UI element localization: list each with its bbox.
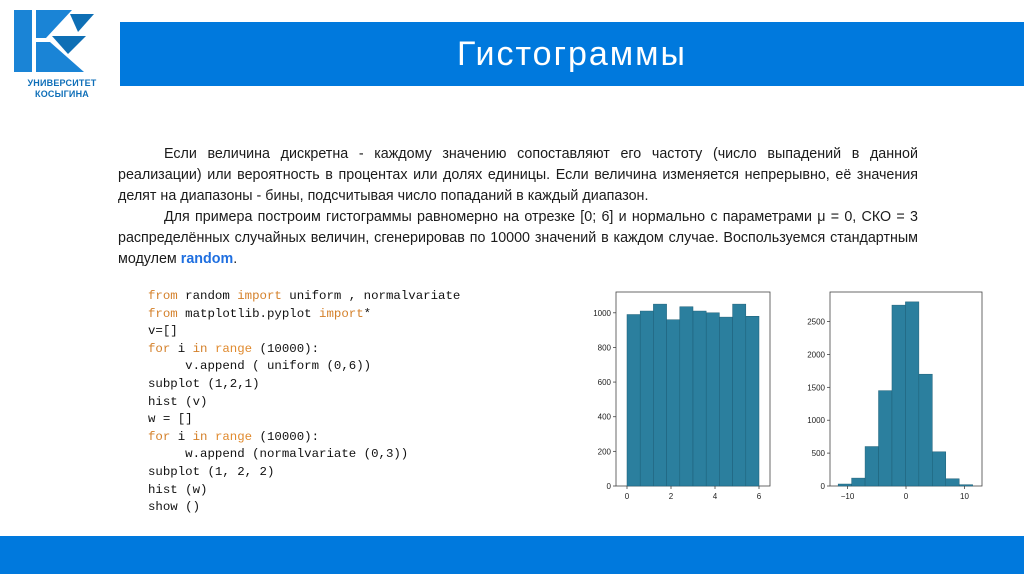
code-token: random bbox=[177, 289, 238, 303]
slide-footer bbox=[0, 536, 1024, 574]
code-token: for bbox=[148, 341, 171, 356]
code-token: from bbox=[148, 306, 178, 321]
code-line bbox=[148, 429, 528, 447]
histogram-bar bbox=[865, 447, 878, 486]
y-axis-tick-label: 0 bbox=[606, 482, 611, 491]
histogram-bar bbox=[693, 311, 706, 486]
x-axis-tick-label: 0 bbox=[624, 492, 630, 501]
slide-header bbox=[120, 22, 1024, 86]
paragraph-2-period: . bbox=[233, 251, 238, 267]
code-token: in bbox=[192, 341, 208, 356]
code-token: v=[] bbox=[148, 324, 178, 339]
y-axis-tick-label: 0 bbox=[820, 482, 825, 491]
histogram-svg bbox=[790, 282, 988, 512]
code-token: subplot (1, 2, 2) bbox=[148, 464, 275, 479]
code-line bbox=[148, 482, 528, 500]
code-line bbox=[148, 499, 528, 517]
code-line bbox=[148, 394, 528, 412]
code-line bbox=[148, 341, 528, 359]
random-module-link: random bbox=[180, 251, 234, 267]
y-axis-tick-label: 500 bbox=[811, 449, 825, 459]
histogram-bar bbox=[719, 317, 732, 486]
histogram-bar bbox=[627, 315, 640, 486]
page-title: Гистограммы bbox=[456, 35, 687, 73]
paragraph-2 bbox=[118, 207, 918, 270]
code-token: i bbox=[170, 429, 193, 444]
histogram-bar bbox=[706, 313, 719, 486]
histogram-bar bbox=[680, 307, 693, 486]
charts-container bbox=[576, 282, 996, 512]
code-token: import bbox=[319, 306, 364, 321]
logo-line-2: КОСЫГИНА bbox=[35, 89, 89, 99]
x-axis-tick-label: 6 bbox=[756, 492, 762, 501]
code-token: subplot (1,2,1) bbox=[148, 376, 260, 391]
code-line bbox=[148, 358, 528, 376]
code-token: import bbox=[237, 289, 282, 303]
paragraph-1: Если величина дискретна - каждому значению сопоставляют его частоту (число выпадений в данной реализации) или вероятность в процентах или долях единицы. Если величина изменяется непрерывно, её значения делят на диапазоны - бины, подсчитывая число попаданий в каждый диапазон. bbox=[118, 146, 918, 204]
histogram-bar bbox=[959, 485, 972, 486]
histogram-bar bbox=[667, 320, 680, 486]
y-axis-tick-label: 1500 bbox=[807, 383, 825, 393]
code-token: (10000): bbox=[252, 429, 320, 444]
histogram-bar bbox=[838, 484, 851, 486]
logo-text bbox=[6, 78, 118, 100]
code-line bbox=[148, 323, 528, 341]
code-token: w.append (normalvariate (0,3)) bbox=[148, 447, 409, 462]
x-axis-tick-label: 4 bbox=[712, 492, 718, 501]
code-token: i bbox=[170, 341, 193, 356]
code-token: w = [] bbox=[148, 412, 193, 427]
y-axis-tick-label: 400 bbox=[597, 412, 611, 422]
code-token: hist (v) bbox=[148, 394, 208, 409]
footer-strip bbox=[0, 527, 1024, 536]
code-token: range bbox=[214, 341, 253, 356]
histogram-uniform bbox=[576, 282, 776, 512]
logo-line-1: УНИВЕРСИТЕТ bbox=[27, 78, 97, 88]
histogram-bar bbox=[892, 305, 905, 486]
code-line bbox=[148, 288, 528, 306]
code-listing bbox=[148, 288, 528, 517]
code-line bbox=[148, 411, 528, 429]
histogram-normal bbox=[790, 282, 988, 512]
code-token: (10000): bbox=[252, 341, 320, 356]
code-token: from bbox=[148, 289, 178, 303]
code-token: range bbox=[214, 429, 253, 444]
x-axis-tick-label: −10 bbox=[840, 492, 855, 501]
code-line bbox=[148, 446, 528, 464]
histogram-bar bbox=[653, 304, 666, 486]
code-token: uniform , normalvariate bbox=[281, 289, 461, 303]
histogram-bar bbox=[746, 316, 759, 486]
code-line bbox=[148, 376, 528, 394]
code-token bbox=[208, 430, 215, 444]
x-axis-tick-label: 0 bbox=[903, 492, 909, 501]
y-axis-tick-label: 2500 bbox=[807, 317, 825, 327]
y-axis-tick-label: 1000 bbox=[807, 416, 825, 426]
y-axis-tick-label: 800 bbox=[597, 343, 611, 353]
histogram-bar bbox=[946, 479, 959, 486]
code-line bbox=[148, 464, 528, 482]
code-token: hist (w) bbox=[148, 482, 208, 497]
x-axis-tick-label: 2 bbox=[668, 492, 674, 501]
histogram-bar bbox=[932, 452, 945, 486]
code-token: matplotlib.pyplot bbox=[177, 306, 320, 321]
code-token: in bbox=[192, 429, 208, 444]
x-axis-tick-label: 10 bbox=[960, 492, 969, 501]
histogram-bar bbox=[905, 302, 918, 486]
histogram-bar bbox=[919, 374, 932, 486]
code-token: * bbox=[363, 306, 372, 321]
university-logo bbox=[6, 6, 118, 108]
histogram-bar bbox=[733, 304, 746, 486]
code-token bbox=[208, 342, 215, 356]
code-line bbox=[148, 306, 528, 324]
paragraph-2-text: Для примера построим гистограммы равномерно на отрезке [0; 6] и нормально с параметрами μ = 0, СКО = 3 распределённых случайных величин, сгенерировав по 10000 значений в каждом случае. Воспользуемся стандартным модулем bbox=[118, 209, 918, 267]
y-axis-tick-label: 200 bbox=[597, 447, 611, 457]
y-axis-tick-label: 600 bbox=[597, 378, 611, 388]
code-token: for bbox=[148, 429, 171, 444]
histogram-svg bbox=[576, 282, 776, 512]
histogram-bar bbox=[640, 311, 653, 486]
histogram-bar bbox=[879, 391, 892, 486]
slide-body-text bbox=[118, 144, 918, 270]
code-token: show () bbox=[148, 500, 201, 515]
histogram-bar bbox=[852, 478, 865, 486]
logo-mark-icon bbox=[6, 6, 118, 80]
code-token: v.append ( uniform (0,6)) bbox=[148, 359, 372, 374]
y-axis-tick-label: 2000 bbox=[807, 350, 825, 360]
y-axis-tick-label: 1000 bbox=[593, 308, 611, 318]
